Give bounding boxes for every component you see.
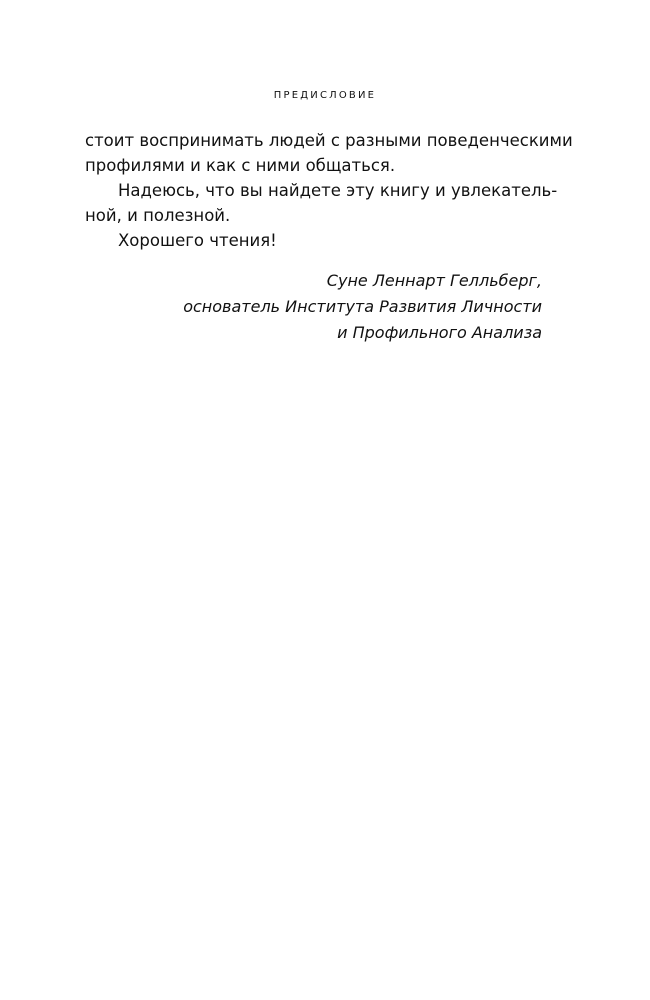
text-line: Хорошего чтения! — [118, 231, 277, 250]
author-title-line: основатель Института Развития Личности — [183, 297, 542, 316]
author-name: Суне Леннарт Гелльберг, — [326, 271, 542, 290]
author-signature — [183, 268, 542, 346]
paragraph-continued — [85, 128, 573, 178]
text-line: профилями и как с ними общаться. — [85, 156, 396, 175]
text-line: Надеюсь, что вы найдете эту книгу и увлекатель- — [118, 181, 558, 200]
text-line: стоит воспринимать людей с разными поведенческими — [85, 131, 573, 150]
text-line: ной, и полезной. — [85, 206, 231, 225]
body-text — [85, 128, 573, 253]
paragraph-hope — [85, 178, 558, 228]
running-head: ПРЕДИСЛОВИЕ — [273, 90, 377, 101]
author-title-line: и Профильного Анализа — [337, 323, 542, 342]
paragraph-closing — [85, 228, 545, 253]
